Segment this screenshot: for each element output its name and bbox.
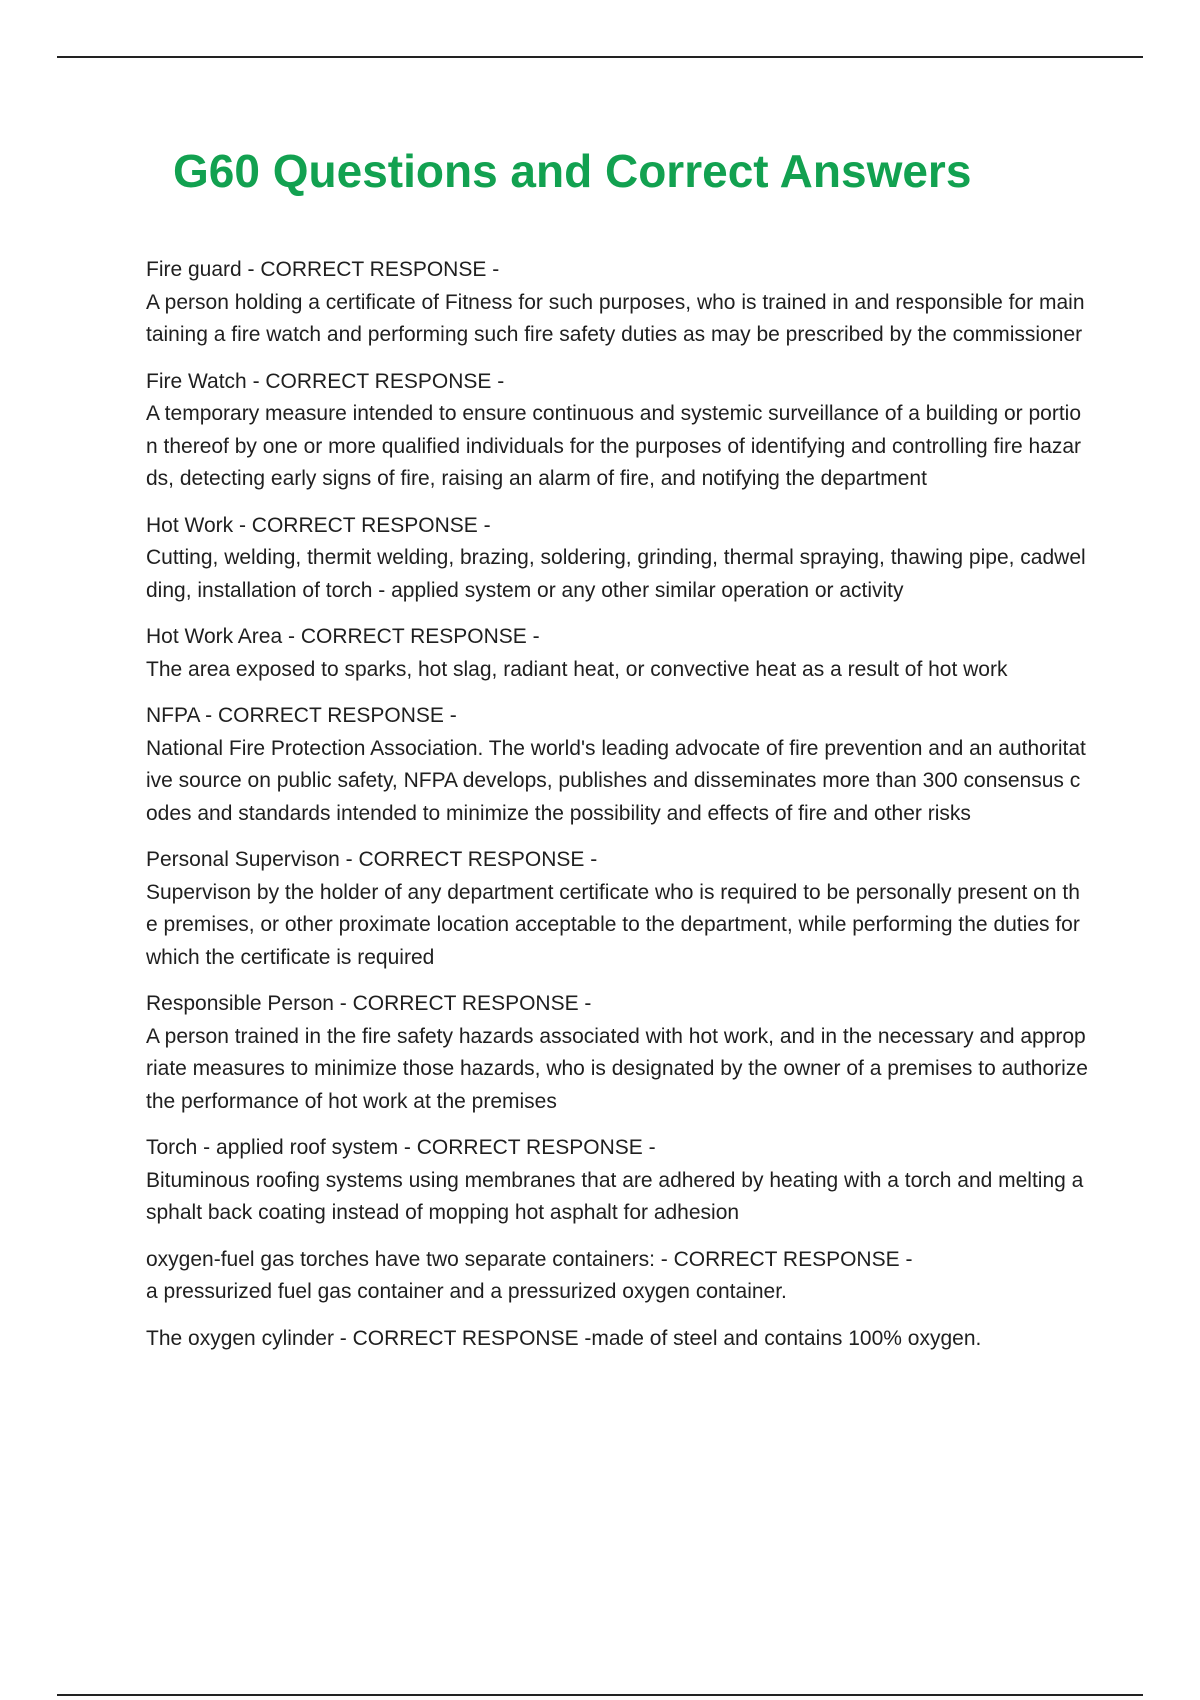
qa-question: Personal Supervison - CORRECT RESPONSE - — [146, 848, 598, 871]
qa-question: Fire Watch - CORRECT RESPONSE - — [146, 369, 505, 393]
page-title: G60 Questions and Correct Answers — [173, 145, 972, 197]
qa-answer: A person trained in the fire safety hazards associated with hot work, and in the necessary and appropriate measures to minimize those hazards, who is designated by the owner of a premises to authorize the performance of hot work at the premises — [146, 1024, 1088, 1113]
qa-question: The oxygen cylinder - CORRECT RESPONSE - — [146, 1326, 592, 1350]
qa-answer: National Fire Protection Association. The world's leading advocate of fire prevention and an authoritative source on public safety, NFPA develops, publishes and disseminates more than 300 consensus codes and standards intended to minimize the possibility and effects of fire and other risks — [146, 736, 1086, 825]
qa-answer: A temporary measure intended to ensure continuous and systemic surveillance of a building or portion thereof by one or more qualified individuals for the purposes of identifying and controlling fire hazards, detecting early signs of fire, raising an alarm of fire, and notifying the department — [146, 402, 1082, 490]
qa-item-oxygen-fuel-gas-torches — [146, 1244, 1088, 1309]
qa-question: NFPA - CORRECT RESPONSE - — [146, 704, 457, 727]
qa-answer: Bituminous roofing systems using membranes that are adhered by heating with a torch and melting asphalt back coating instead of mopping hot asphalt for adhesion — [146, 1168, 1084, 1224]
qa-answer: A person holding a certificate of Fitness for such purposes, who is trained in and responsible for maintaining a fire watch and performing such fire safety duties as may be prescribed by the commissioner — [146, 290, 1085, 346]
qa-item-personal-supervison — [146, 844, 1088, 974]
qa-answer: a pressurized fuel gas container and a pressurized oxygen container. — [146, 1280, 787, 1303]
qa-question: oxygen-fuel gas torches have two separate containers: - CORRECT RESPONSE - — [146, 1247, 913, 1271]
qa-item-fire-watch — [146, 366, 1088, 496]
qa-question: Hot Work - CORRECT RESPONSE - — [146, 513, 491, 537]
qa-item-oxygen-cylinder — [146, 1323, 1088, 1356]
qa-list — [146, 254, 1088, 1369]
qa-question: Torch - applied roof system - CORRECT RESPONSE - — [146, 1136, 656, 1159]
footer-rule — [57, 1694, 1143, 1696]
qa-item-responsible-person — [146, 988, 1088, 1118]
qa-question: Fire guard - CORRECT RESPONSE - — [146, 258, 500, 281]
qa-answer: The area exposed to sparks, hot slag, radiant heat, or convective heat as a result of hot work — [146, 657, 1008, 681]
header-rule — [57, 56, 1143, 58]
qa-item-torch-applied-roof-system — [146, 1132, 1088, 1230]
qa-item-hot-work-area — [146, 621, 1088, 686]
qa-answer: Supervison by the holder of any department certificate who is required to be personally present on the premises, or other proximate location acceptable to the department, while performing the duties for which the certificate is required — [146, 880, 1080, 969]
qa-answer: made of steel and contains 100% oxygen. — [591, 1326, 982, 1350]
qa-item-hot-work — [146, 510, 1088, 608]
qa-question: Hot Work Area - CORRECT RESPONSE - — [146, 625, 540, 648]
qa-item-fire-guard — [146, 254, 1088, 352]
qa-item-nfpa — [146, 700, 1088, 830]
qa-question: Responsible Person - CORRECT RESPONSE - — [146, 992, 592, 1015]
qa-answer: Cutting, welding, thermit welding, brazing, soldering, grinding, thermal spraying, thawing pipe, cadwelding, installation of torch - applied system or any other similar operation or activity — [146, 546, 1086, 602]
